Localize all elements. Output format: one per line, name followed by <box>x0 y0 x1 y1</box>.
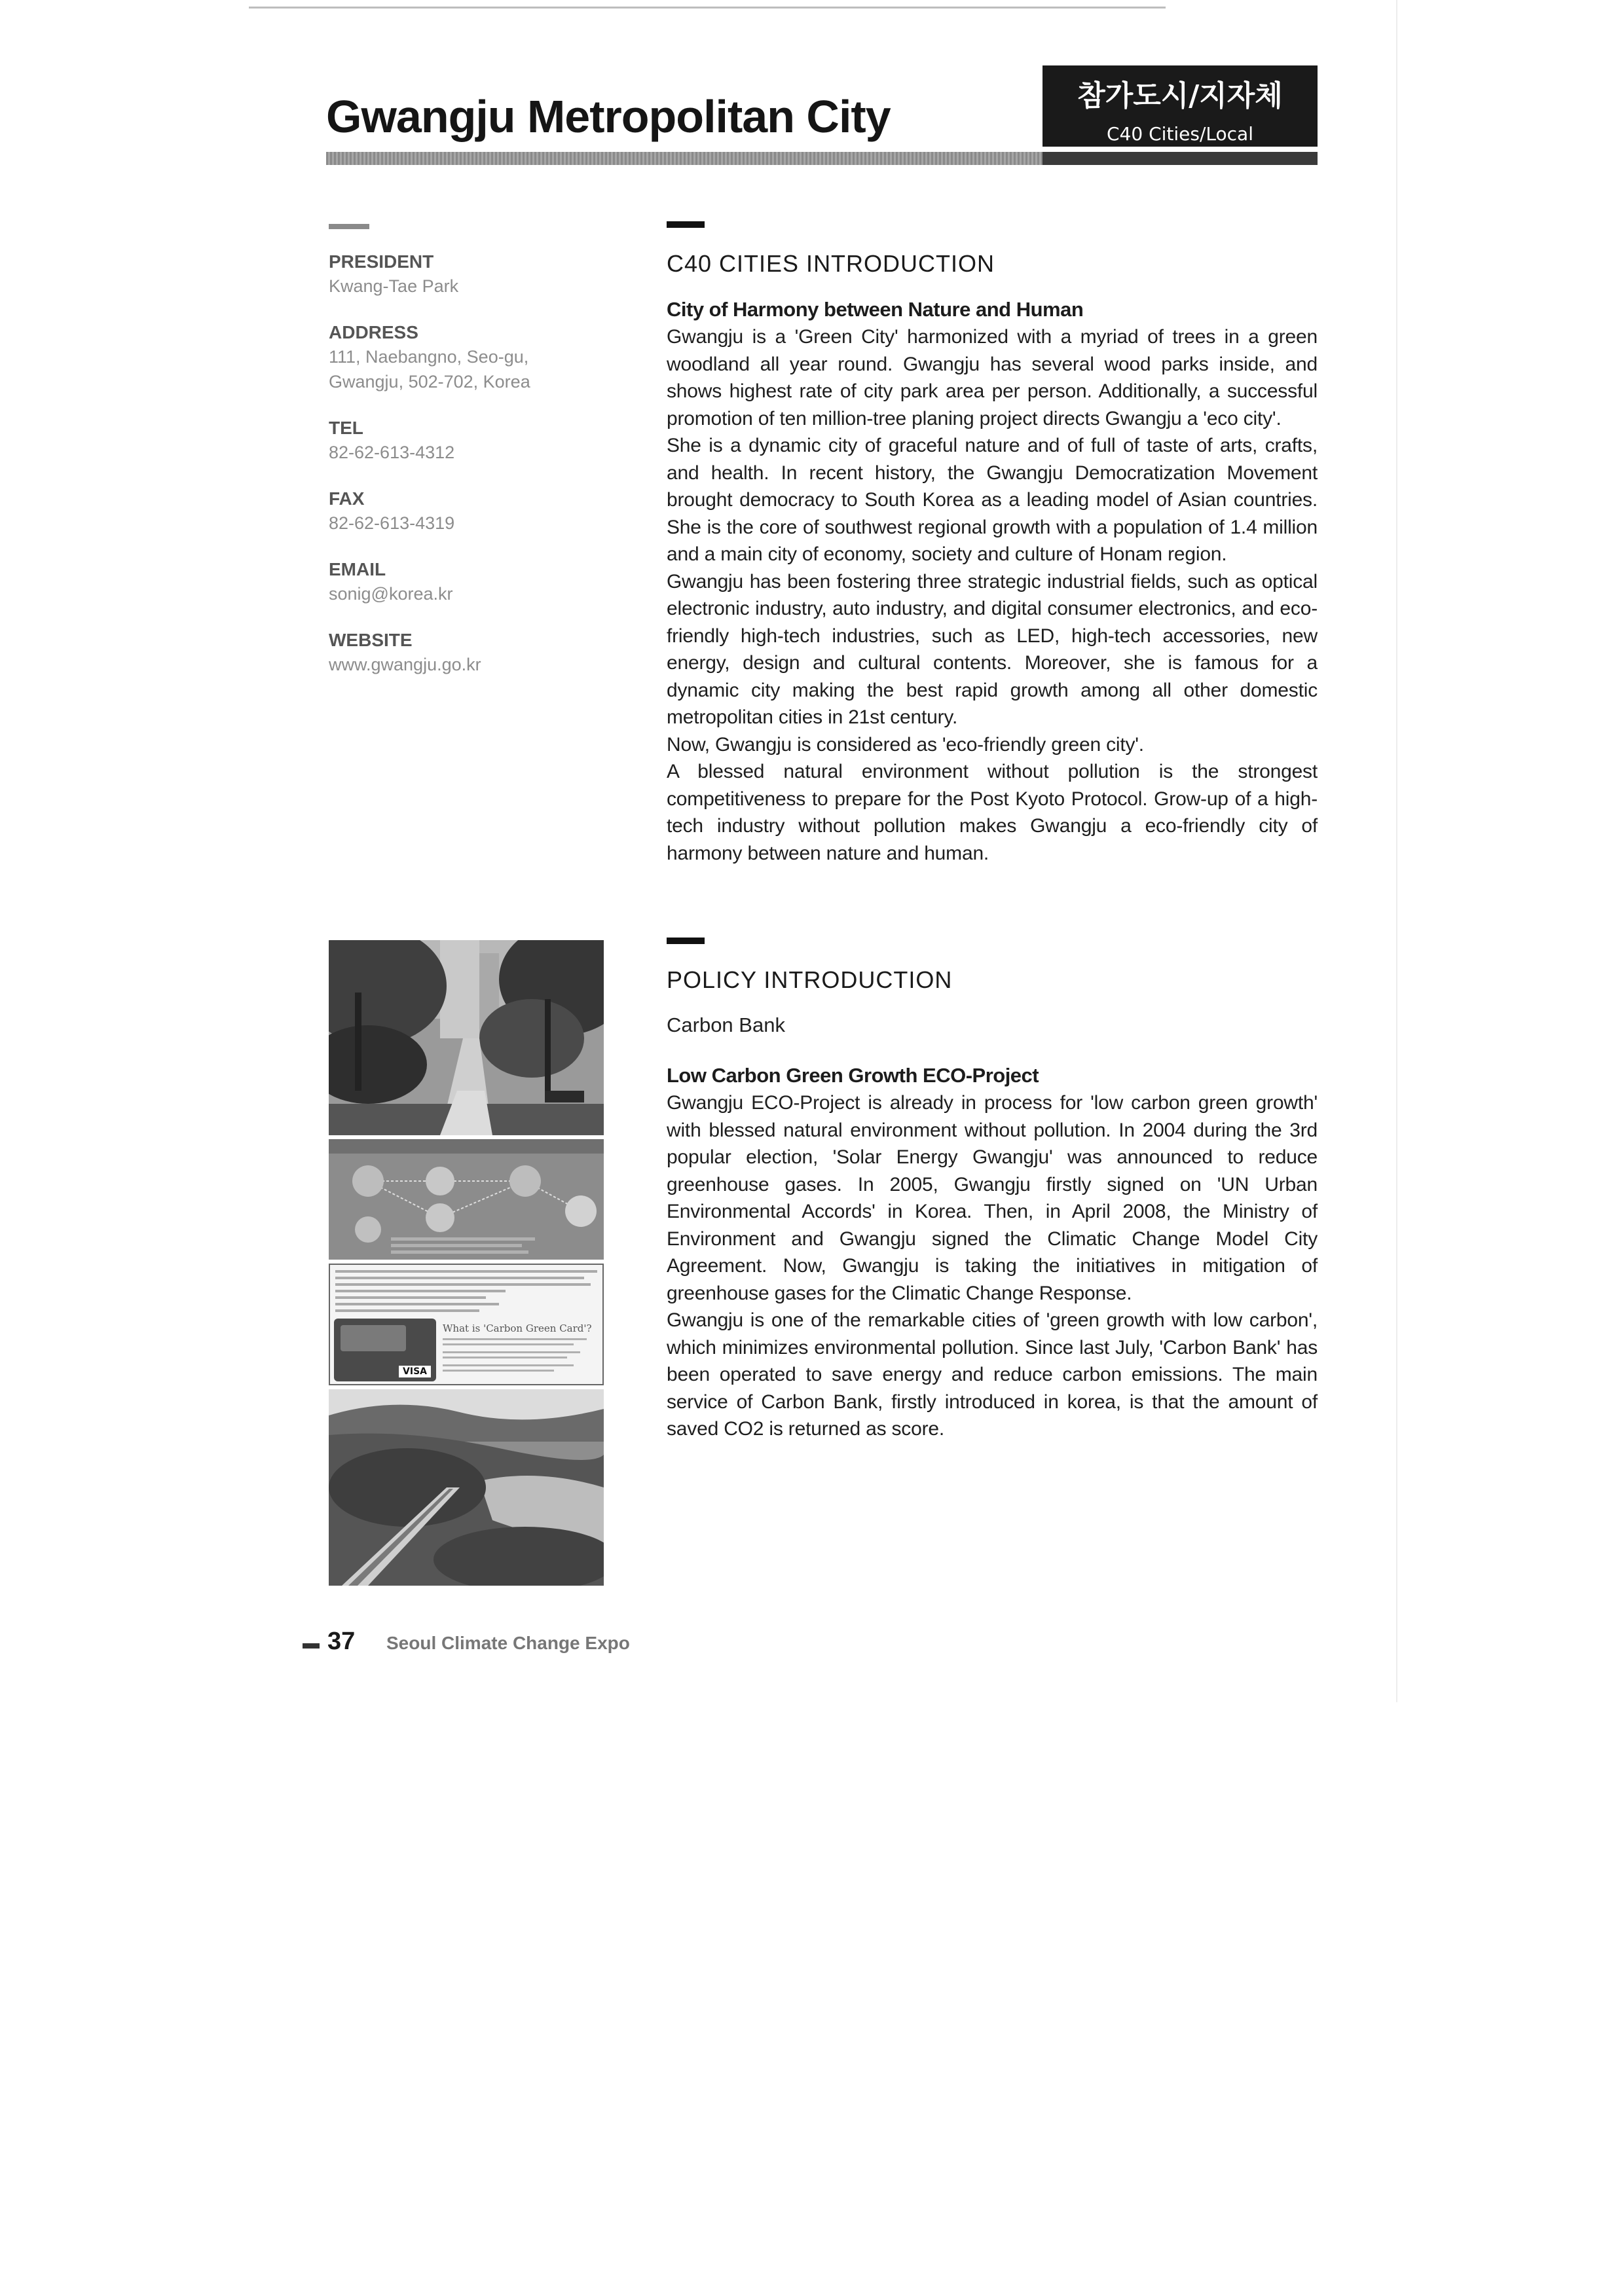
card-brand-label: VISA <box>399 1366 431 1377</box>
sidebar-marker <box>329 224 369 229</box>
carbon-green-card-brochure <box>329 1264 604 1385</box>
intro-paragraph-5: A blessed natural environment without pollution is the strongest competitiveness to prepare for the Post Kyoto Protocol. Grow-up of a high-tech industry without pollution makes Gwangju a eco-friendly city of harmony between nature and human. <box>667 761 1318 864</box>
policy-paragraph-2: Gwangju is one of the remarkable cities of 'green growth with low carbon', which minimizes environmental pollution. Since last July, 'Carbon Bank' has been operated to save energy and reduce carbon emissions. The main service of Carbon Bank, firstly introduced in korea, is that the amount of saved CO2 is returned as score. <box>667 1309 1318 1440</box>
policy-paragraph-1: Gwangju ECO-Project is already in process for 'low carbon green growth' with blessed natural environment without pollution. In 2004 during the 3rd popular election, 'Solar Energy Gwangju' was announced to reduce greenhouse gases. In 2005, Gwangju firstly signed on 'UN Urban Environmental Accords' in Korea. Then, in April 2008, the Ministry of Environment and Gwangju signed the Climatic Change Model City Agreement. Now, Gwangju is taking the initiatives in mitigation of greenhouse gases for the Climatic Change Response. <box>667 1092 1318 1304</box>
info-value-fax: 82-62-613-4319 <box>329 513 455 533</box>
carbon-bank-diagram <box>329 1139 604 1260</box>
section-marker-policy <box>667 938 705 944</box>
scan-border-line <box>249 7 1166 9</box>
policy-topic: Carbon Bank <box>667 1013 785 1036</box>
info-label-email: EMAIL <box>329 559 386 579</box>
info-value-website[interactable]: www.gwangju.go.kr <box>329 655 481 674</box>
footer-dash <box>303 1643 320 1649</box>
park-path-photo <box>329 940 604 1135</box>
page-title: Gwangju Metropolitan City <box>326 91 891 142</box>
info-value-president: Kwang-Tae Park <box>329 276 459 296</box>
scan-page-edge <box>1396 0 1397 1702</box>
intro-paragraph-2: She is a dynamic city of graceful nature and of full of taste of arts, crafts, and health. In recent history, the Gwangju Democratization Movement brought democracy to South Korea as a leading model of Asian countries. She is the core of southwest regional growth with a population of 1.4 million and a main city of economy, society and culture of Honam region. <box>667 435 1318 565</box>
info-label-tel: TEL <box>329 418 363 438</box>
wetland-lake-photo <box>329 1389 604 1586</box>
category-badge <box>1043 65 1318 147</box>
info-label-website: WEBSITE <box>329 630 413 650</box>
policy-subheading: Low Carbon Green Growth ECO-Project <box>667 1064 1039 1087</box>
title-rule <box>326 152 1318 165</box>
policy-heading: POLICY INTRODUCTION <box>667 966 953 993</box>
category-korean: 참가도시/지자체 <box>1077 79 1283 113</box>
card-image <box>334 1319 436 1381</box>
intro-paragraph-3: Gwangju has been fostering three strategic industrial fields, such as optical electronic industry, auto industry, and digital consumer electronics, and eco-friendly high-tech industries, such as LED, high-tech accessories, new energy, design and cultural contents. Moreover, she is famous for a dynamic city making the best rapid growth among all other domestic metropolitan cities in 21st century. <box>667 570 1318 728</box>
intro-paragraph-1: Gwangju is a 'Green City' harmonized with a myriad of trees in a green woodland all year round. Gwangju has several wood parks inside, and shows highest rate of city park area per person. Additionally, a successful promotion of ten million-tree planing project directs Gwangju a 'eco city'. <box>667 326 1318 429</box>
category-english: C40 Cities/Local <box>1107 123 1253 145</box>
info-value-address: 111, Naebangno, Seo-gu, Gwangju, 502-702, Korea <box>329 347 530 392</box>
info-label-address: ADDRESS <box>329 322 418 342</box>
section-marker-intro <box>667 221 705 228</box>
policy-body <box>667 1013 1318 1443</box>
intro-subheading: City of Harmony between Nature and Human <box>667 298 1084 321</box>
intro-paragraph-4: Now, Gwangju is considered as 'eco-friendly green city'. <box>667 733 1144 756</box>
page-number: 37 <box>327 1628 356 1655</box>
contact-info <box>329 250 630 699</box>
info-value-email[interactable]: sonig@korea.kr <box>329 584 453 604</box>
footer-publication: Seoul Climate Change Expo <box>386 1633 630 1653</box>
info-label-fax: FAX <box>329 488 365 509</box>
card-title-text: What is 'Carbon Green Card'? <box>443 1322 592 1334</box>
info-value-tel: 82-62-613-4312 <box>329 443 455 462</box>
intro-heading: C40 CITIES INTRODUCTION <box>667 250 995 277</box>
info-label-president: PRESIDENT <box>329 251 434 272</box>
intro-body <box>667 296 1318 867</box>
